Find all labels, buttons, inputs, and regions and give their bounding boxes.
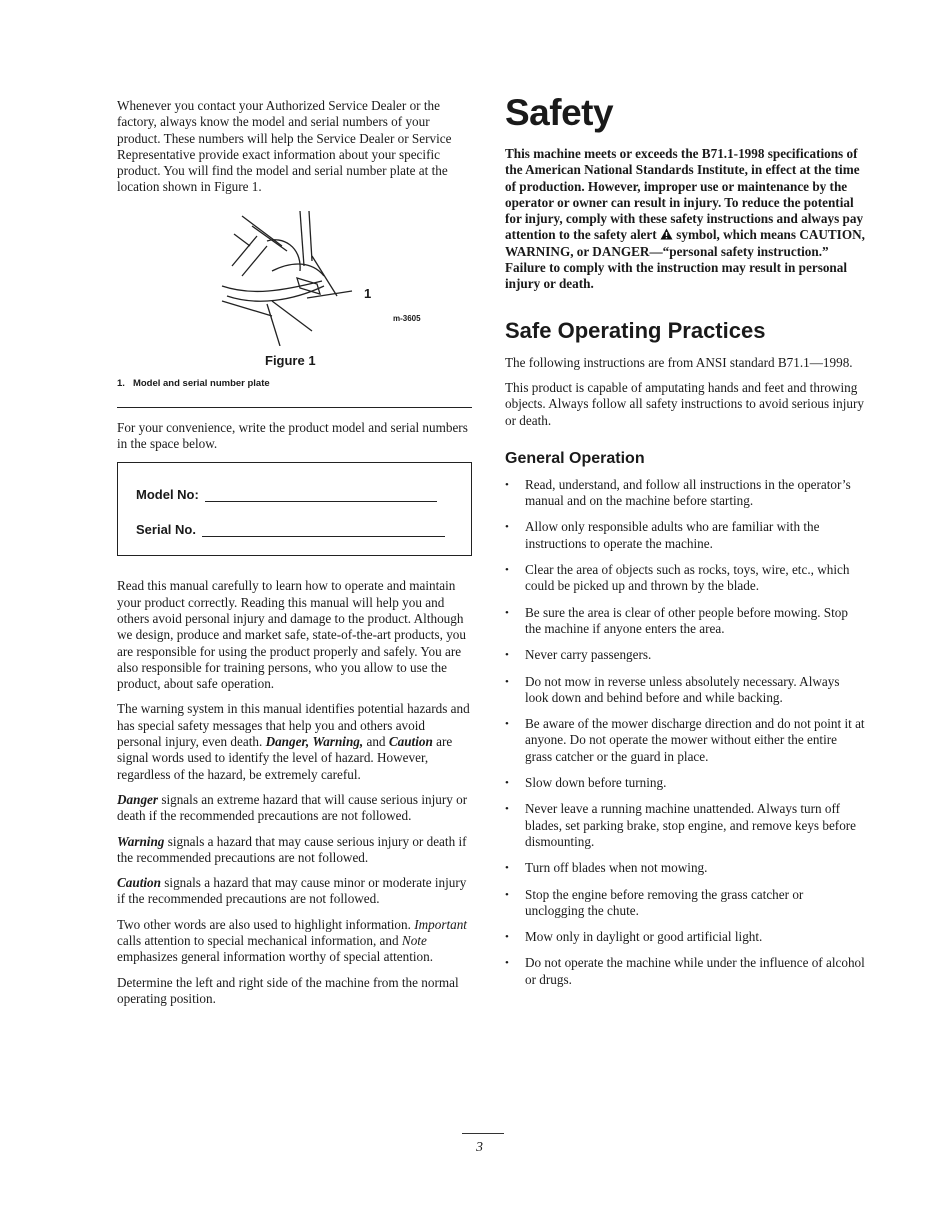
intro-paragraph: Whenever you contact your Authorized Service Dealer or the factory, always know the model and serial numbers of your product. These numbers will help the Service Dealer or Service Representative provide exact information about your specific product. You will find the model and serial number plate at the location shown in Figure 1. [117, 98, 452, 195]
figure-1 [117, 206, 472, 376]
list-item: • Turn off blades when not mowing. [505, 860, 865, 876]
signal-word-caution: Caution [388, 734, 433, 750]
danger-text: signals an extreme hazard that will cause serious injury or death if the recommended precautions are not followed. [117, 791, 468, 824]
important-term: Important [414, 916, 467, 932]
warning-system-text-2: are signal words used to identify the level of hazard. However, regardless of the hazard, be extremely careful. [117, 734, 453, 782]
figure-callout-number: 1 [364, 285, 372, 301]
caution-text: signals a hazard that may cause minor or moderate injury if the recommended precautions are not followed. [117, 875, 467, 907]
general-operation-list [505, 477, 865, 988]
caution-definition [117, 875, 472, 908]
left-right-paragraph: Determine the left and right side of the machine from the normal operating position. [117, 974, 459, 1006]
list-item: • Never carry passengers. [505, 647, 865, 663]
safety-intro [505, 146, 865, 293]
ansi-paragraph: The following instructions are from ANSI standard B71.1—1998. [505, 354, 853, 370]
signal-word-warning: Warning, [312, 734, 364, 750]
list-item: • Stop the engine before removing the grass catcher or unclogging the chute. [505, 887, 865, 920]
warning-definition [117, 834, 472, 867]
list-item: • Slow down before turning. [505, 775, 865, 791]
safety-intro-text-1: This machine meets or exceeds the B71.1-1998 specifications of the American National Standards Institute, in effect at the time of production. However, improper use or maintenance by the operator or owner can result in injury. To reduce the potential for injury, comply with these safety instructions and always pay attention to the safety alert [505, 146, 864, 243]
other-words-text-1: Two other words are also used to highlight information. [117, 916, 411, 932]
list-item: • Read, understand, and follow all instructions in the operator’s manual and on the machine before starting. [505, 477, 865, 510]
safety-intro-text-2: symbol, which means CAUTION, WARNING, or DANGER—“personal safety instruction.” Failure to comply with the instruction may result in personal injury or death. [505, 227, 865, 292]
list-item: • Mow only in daylight or good artificial light. [505, 929, 865, 945]
serial-number-label: Serial No. [136, 522, 196, 538]
danger-term: Danger [117, 791, 159, 807]
page-number: 3 [476, 1140, 483, 1155]
general-operation-heading: General Operation [505, 449, 645, 467]
list-item: • Do not operate the machine while under the influence of alcohol or drugs. [505, 955, 865, 988]
warning-term: Warning [117, 833, 165, 849]
page-number-rule [462, 1133, 504, 1134]
signal-word-danger: Danger, [265, 734, 310, 750]
danger-definition [117, 792, 472, 825]
other-words-text-3: emphasizes general information worthy of special attention. [117, 949, 434, 965]
list-item: • Do not mow in reverse unless absolutely necessary. Always look down and behind before and while backing. [505, 674, 865, 707]
warning-system-text-and: and [366, 734, 386, 750]
list-item: • Be aware of the mower discharge direction and do not point it at anyone. Do not operate the mower without either the entire grass catcher or the guard in place. [505, 716, 865, 765]
safety-heading: Safety [505, 92, 614, 133]
model-serial-box [117, 462, 472, 556]
figure-legend-number: 1. [117, 377, 125, 389]
caution-term: Caution [117, 875, 161, 891]
list-item: • Never leave a running machine unattended. Always turn off blades, set parking brake, stop engine, and remove keys before dismounting. [505, 801, 865, 850]
convenience-paragraph: For your convenience, write the product model and serial numbers in the space below. [117, 419, 468, 452]
left-column [117, 98, 472, 1016]
figure-title: Figure 1 [265, 352, 316, 368]
serial-number-blank[interactable] [202, 523, 445, 537]
safe-operating-practices-heading: Safe Operating Practices [505, 317, 766, 343]
figure-code: m-3605 [393, 313, 421, 323]
amputation-paragraph: This product is capable of amputating hands and feet and throwing objects. Always follow all safety instructions to avoid serious injury or death. [505, 379, 864, 428]
divider [117, 407, 472, 408]
warning-system-text-1: The warning system in this manual identifies potential hazards and has special safety messages that help you and others avoid personal injury, even death. [117, 701, 470, 750]
list-item: • Be sure the area is clear of other people before mowing. Stop the machine if anyone enters the area. [505, 605, 865, 638]
warning-system-paragraph [117, 701, 472, 782]
figure-legend-text: Model and serial number plate [132, 377, 270, 389]
model-number-row [136, 487, 471, 502]
figure-legend [117, 378, 472, 389]
model-number-blank[interactable] [205, 488, 437, 502]
safety-alert-icon [660, 228, 673, 240]
serial-plate-illustration [212, 206, 362, 346]
model-number-label: Model No: [136, 487, 199, 503]
serial-number-row [136, 522, 471, 537]
other-words-text-2: calls attention to special mechanical information, and [117, 933, 399, 949]
list-item: • Clear the area of objects such as rocks, toys, wire, etc., which could be picked up and thrown by the blade. [505, 562, 865, 595]
right-column [505, 90, 865, 998]
list-item: • Allow only responsible adults who are familiar with the instructions to operate the machine. [505, 519, 865, 552]
other-words-paragraph [117, 917, 472, 966]
read-manual-paragraph: Read this manual carefully to learn how to operate and maintain your product correctly. Reading this manual will help you and others avoid personal injury and damage to the product. Although we design, produce and market safe, state-of-the-art products, you are responsible for using the product properly and safely. You are also responsible for training persons, who you allow to use the product, about safe operation. [117, 578, 466, 692]
note-term: Note [401, 933, 427, 949]
warning-text: signals a hazard that may cause serious injury or death if the recommended precautions are not followed. [117, 833, 467, 865]
